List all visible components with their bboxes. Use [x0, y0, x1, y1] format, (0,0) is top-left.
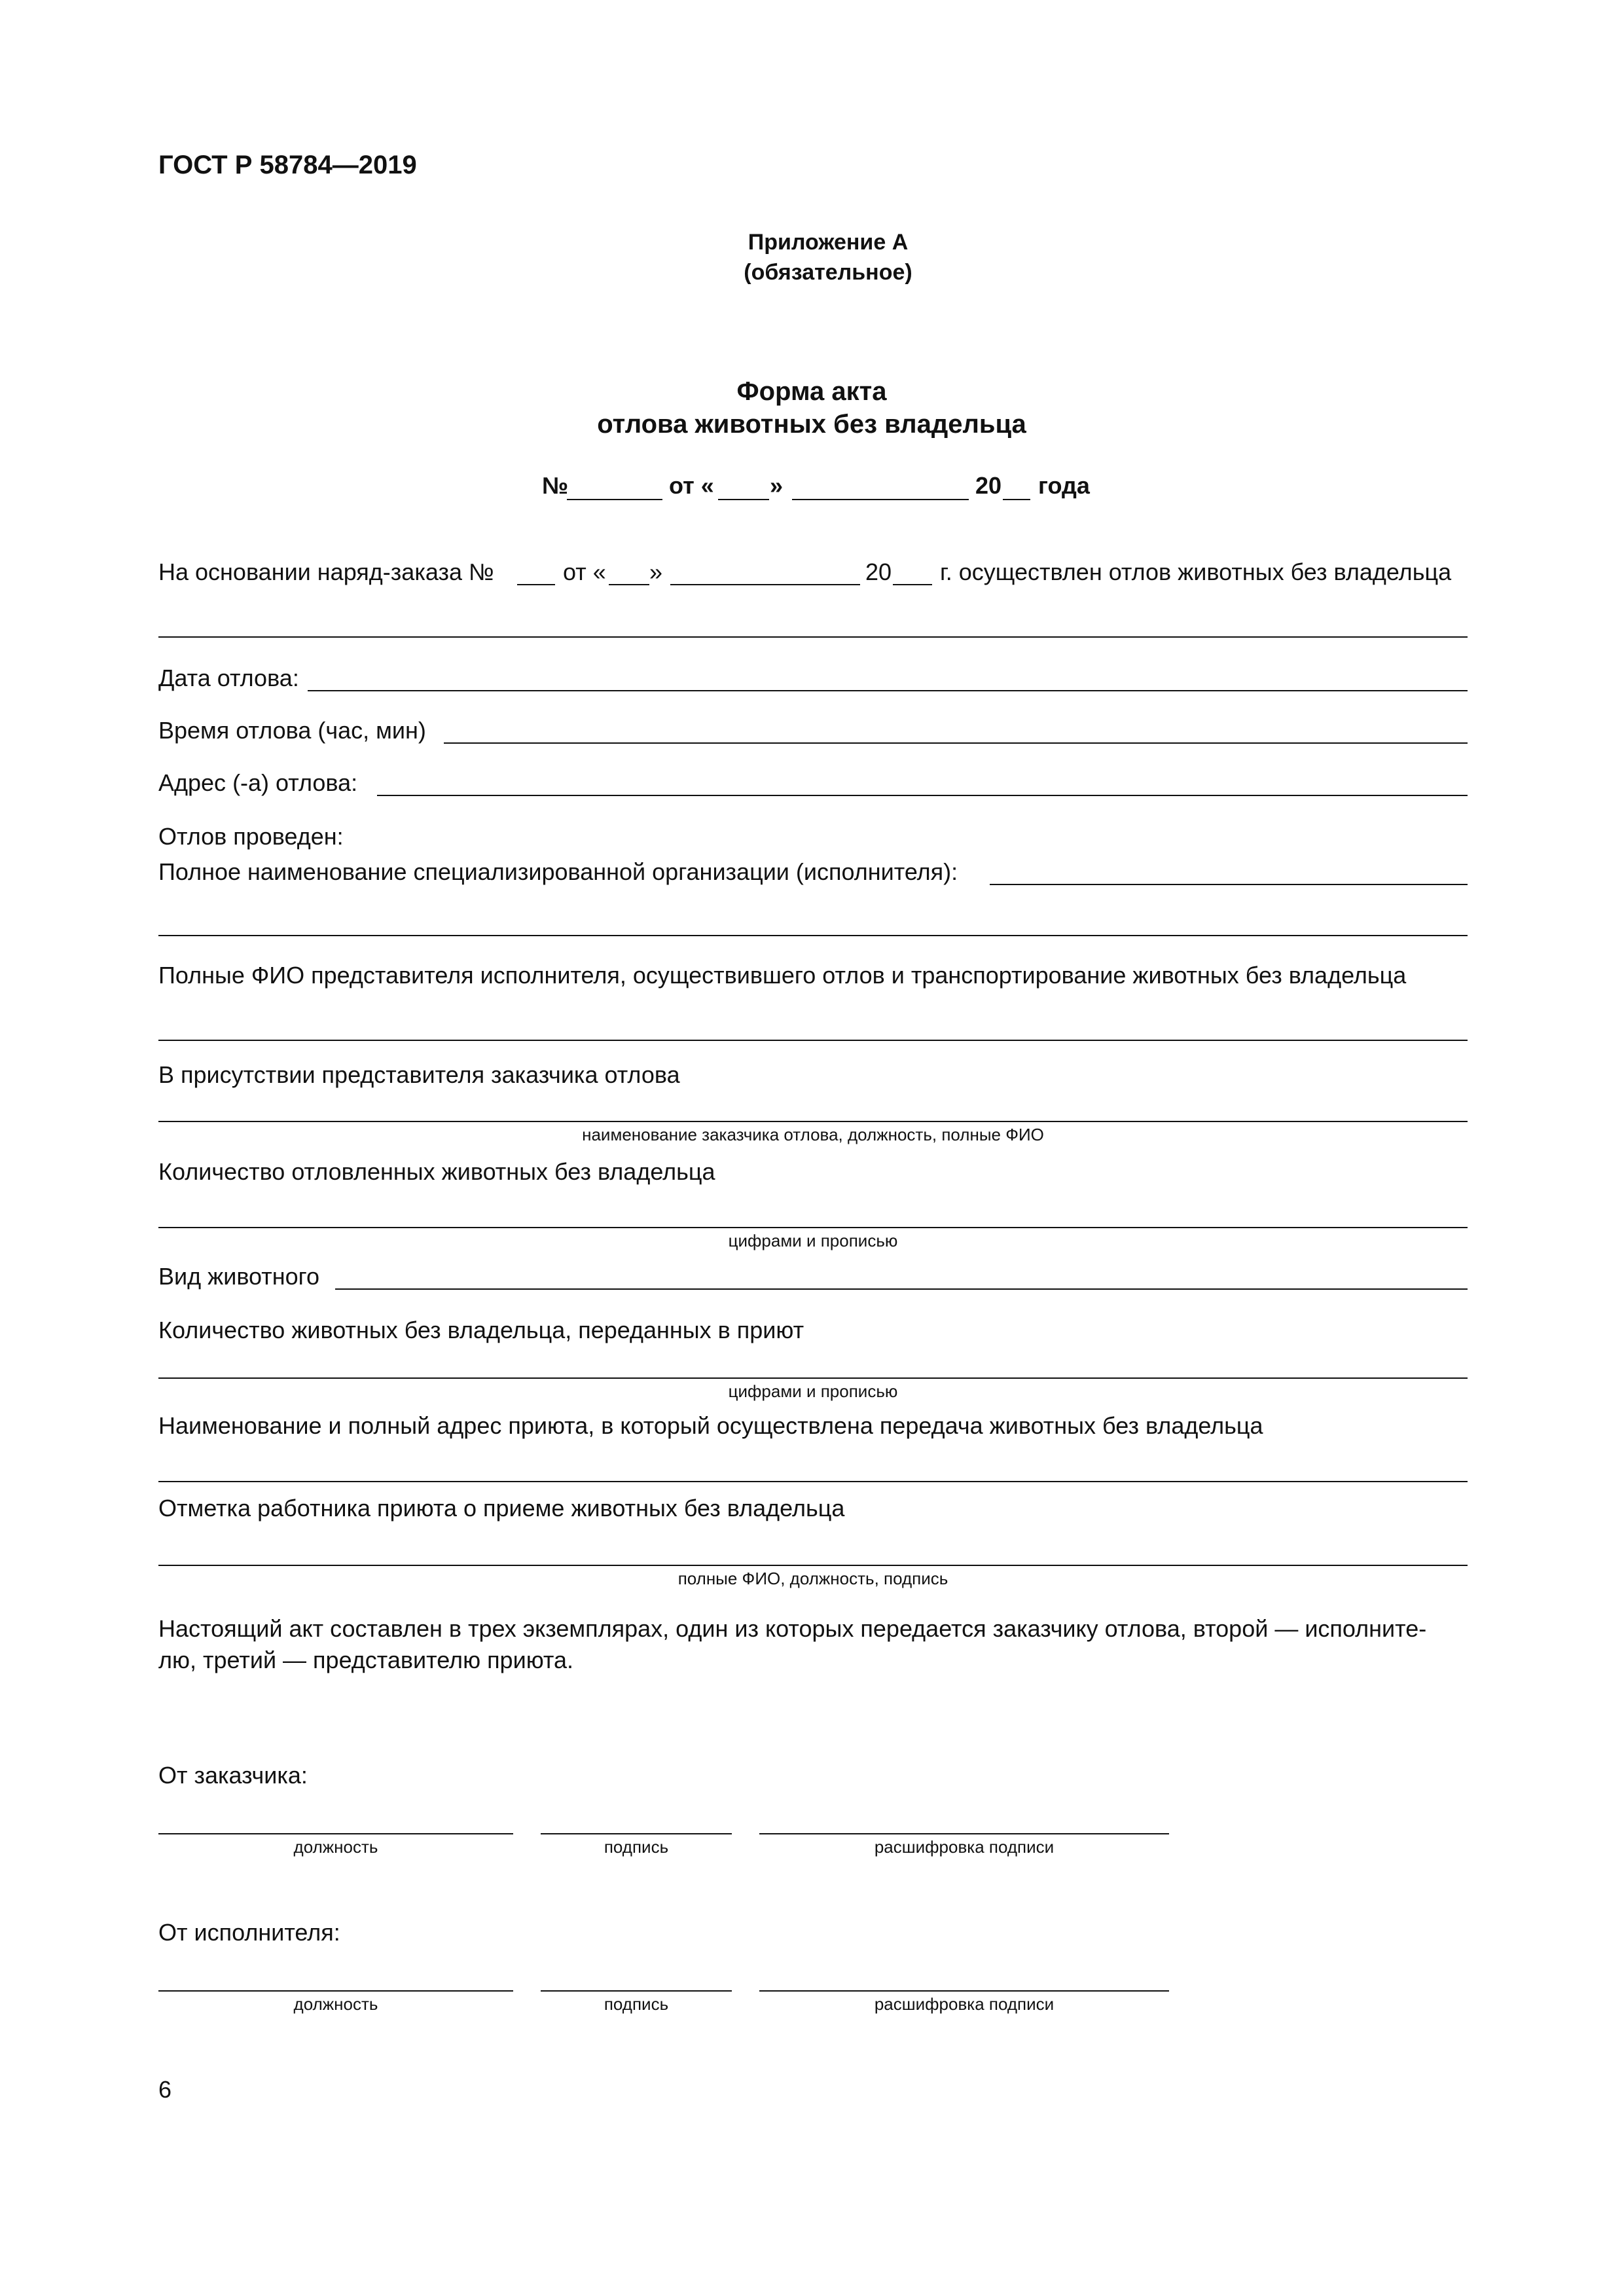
closing-line2: лю, третий — представителю приюта.	[158, 1647, 574, 1673]
number-ot: от «	[669, 472, 714, 499]
org-name-continuation-line	[158, 935, 1468, 936]
customer-presence-caption: наименование заказчика отлова, должность, полные ФИО	[582, 1125, 1044, 1144]
customer-decoding-line	[759, 1833, 1169, 1834]
customer-presence-label: В присутствии представителя заказчика отлова	[158, 1061, 680, 1088]
catch-time-field	[444, 742, 1468, 744]
shelter-count-label: Количество животных без владельца, переданных в приют	[158, 1317, 804, 1343]
year-blank	[1003, 499, 1030, 500]
form-title-line2: отлова животных без владельца	[597, 410, 1026, 439]
caught-count-field	[158, 1227, 1468, 1228]
contractor-signature-line	[541, 1990, 732, 1992]
basis-ot: от «	[563, 558, 606, 585]
order-number-blank	[517, 584, 555, 585]
customer-presence-field	[158, 1121, 1468, 1122]
number-sign: №	[542, 472, 569, 499]
number-quote-close: »	[770, 472, 784, 499]
appendix-title: Приложение А	[748, 230, 909, 255]
contractor-decoding-caption: расшифровка подписи	[874, 1994, 1055, 2014]
animal-type-field	[335, 1288, 1468, 1290]
catch-date-field	[308, 690, 1468, 691]
order-year-blank	[893, 584, 932, 585]
catch-performed-label: Отлов проведен:	[158, 823, 344, 850]
representative-label: Полные ФИО представителя исполнителя, осуществившего отлов и транспортирование животных без владельца	[158, 962, 1407, 989]
number-year: 20	[975, 472, 1002, 499]
month-blank	[792, 499, 969, 500]
caught-count-caption: цифрами и прописью	[728, 1231, 898, 1250]
shelter-mark-label: Отметка работника приюта о приеме животных без владельца	[158, 1495, 845, 1522]
shelter-count-field	[158, 1377, 1468, 1379]
customer-decoding-caption: расшифровка подписи	[874, 1837, 1055, 1857]
basis-prefix: На основании наряд-заказа №	[158, 558, 494, 585]
catch-date-label: Дата отлова:	[158, 665, 299, 691]
shelter-mark-caption: полные ФИО, должность, подпись	[677, 1569, 948, 1588]
appendix-status: (обязательное)	[744, 260, 912, 285]
shelter-address-label: Наименование и полный адрес приюта, в который осуществлена передача животных без владельца	[158, 1412, 1263, 1439]
catch-address-label: Адрес (-а) отлова:	[158, 769, 358, 796]
contractor-decoding-line	[759, 1990, 1169, 1992]
shelter-address-field	[158, 1481, 1468, 1482]
closing-line1: Настоящий акт составлен в трех экземплярах, один из которых передается заказчику отлова, второй — исполните-	[158, 1615, 1427, 1642]
shelter-count-caption: цифрами и прописью	[728, 1381, 898, 1401]
number-goda: года	[1038, 472, 1090, 499]
basis-suffix: г. осуществлен отлов животных без владельца	[940, 558, 1452, 585]
customer-position-caption: должность	[293, 1837, 378, 1857]
caught-count-label: Количество отловленных животных без владельца	[158, 1158, 715, 1185]
animal-type-label: Вид животного	[158, 1263, 320, 1290]
order-day-blank	[609, 584, 649, 585]
page-number: 6	[158, 2076, 172, 2103]
basis-year: 20	[865, 558, 892, 585]
basis-continuation-line	[158, 636, 1468, 638]
basis-quote-close: »	[649, 558, 663, 585]
customer-signature-caption: подпись	[604, 1837, 669, 1857]
contractor-signature-label: От исполнителя:	[158, 1919, 340, 1946]
catch-address-field	[377, 795, 1468, 796]
day-blank	[718, 499, 769, 500]
contractor-position-caption: должность	[293, 1994, 378, 2014]
contractor-position-line	[158, 1990, 513, 1992]
number-blank	[567, 499, 662, 500]
catch-time-label: Время отлова (час, мин)	[158, 717, 426, 744]
customer-signature-line	[541, 1833, 732, 1834]
representative-field	[158, 1040, 1468, 1041]
form-title-line1: Форма акта	[736, 377, 887, 406]
order-month-blank	[670, 584, 860, 585]
org-name-label: Полное наименование специализированной организации (исполнителя):	[158, 858, 958, 885]
standard-number: ГОСТ Р 58784—2019	[158, 151, 417, 179]
org-name-field	[990, 884, 1468, 885]
customer-position-line	[158, 1833, 513, 1834]
shelter-mark-field	[158, 1565, 1468, 1566]
contractor-signature-caption: подпись	[604, 1994, 669, 2014]
customer-signature-label: От заказчика:	[158, 1762, 308, 1789]
